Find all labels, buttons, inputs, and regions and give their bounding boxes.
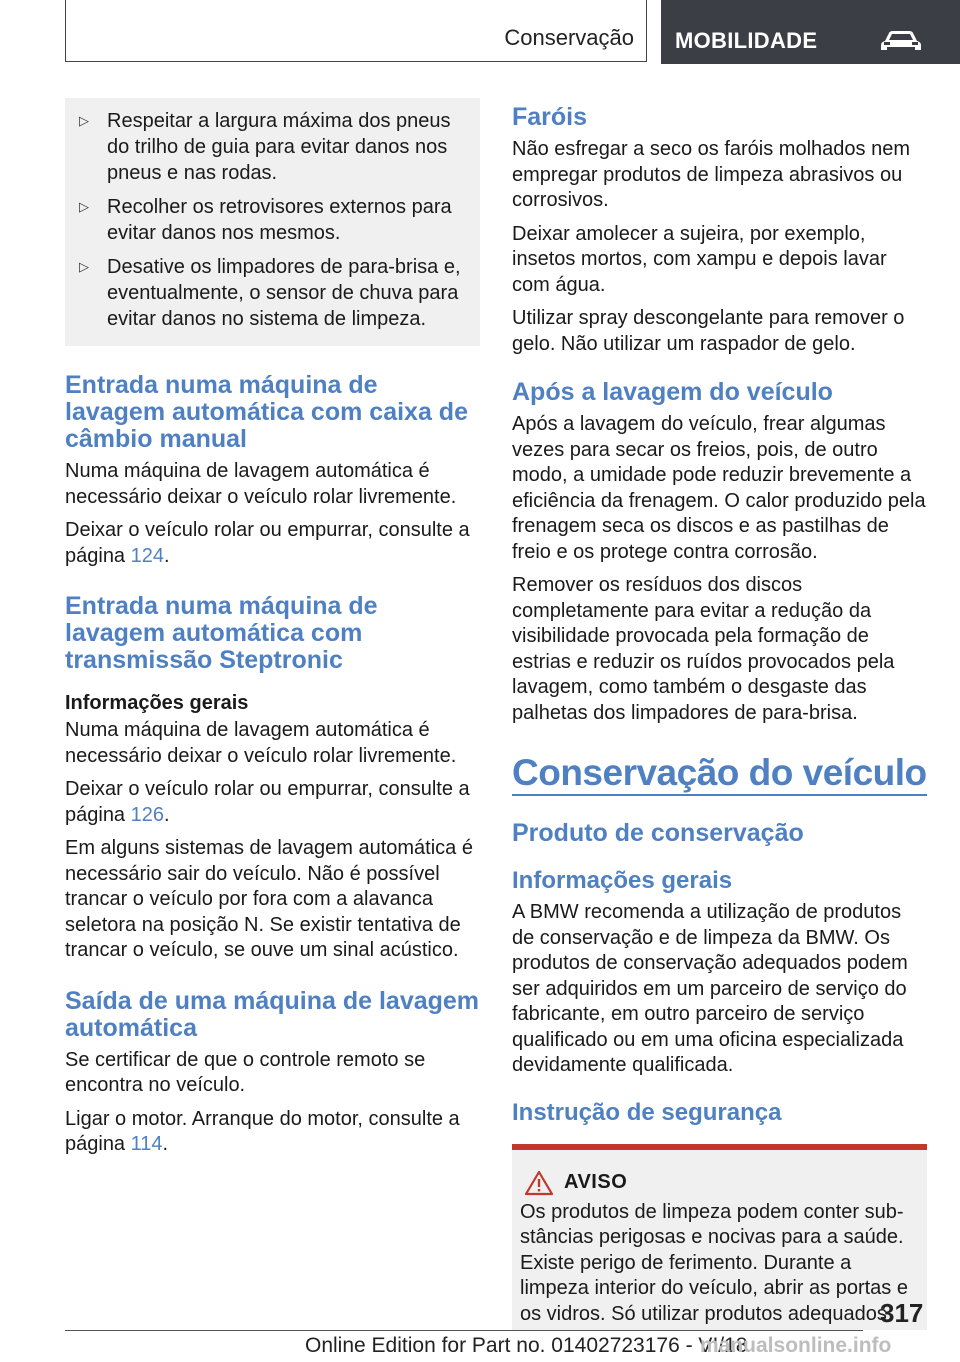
warning-triangle-icon [524, 1170, 554, 1196]
subheading-info: Informações gerais [65, 692, 249, 714]
paragraph: Remover os resíduos dos discos completamente para evitar a redução da visibilidade provocada pela formação de estrias e reduzir os ruídos provocados pela lavagem, como também o desgaste das palhetas dos limpadores de para-brisa. [512, 574, 895, 724]
chapter-title: MOBILIDADE [675, 28, 818, 53]
paragraph: Se certificar de que o controle remoto se encontra no veículo. [65, 1048, 426, 1096]
page-number: 317 [880, 1298, 924, 1328]
heading-apos: Após a lavagem do veículo [512, 378, 833, 406]
warning-header [520, 1170, 919, 1196]
paragraph: A BMW recomenda a utilização de produtos de conservação e de limpeza da BMW. Os produtos de conservação adequados podem ser adquiridos em um parceiro de serviço do fabricante, em outro parceiro de serviço qualificado ou em uma oficina especializada devidamente qualificada. [512, 901, 908, 1076]
paragraph: Em alguns sistemas de lavagem automática é necessário sair do veículo. Não é possível trancar o veículo por fora com a alavanca seletora na posição N. Se existir tentativa de trancar o veículo, se ouve um sinal acústico. [65, 837, 473, 961]
list-item: ▷ Desative os limpadores de para-brisa e, eventualmente, o sensor de chuva para evitar danos no sistema de limpeza. [79, 256, 461, 330]
watermark: manualsonline.info [700, 1334, 892, 1357]
paragraph: Após a lavagem do veículo, frear algumas vezes para secar os freios, pois, de outro modo, a umidade pode reduzir brevemente a eficiência da frenagem. O calor produzido pela frenagem seca os discos e as pastilhas de freio e os protege contra corrosão. [512, 413, 926, 563]
heading-exit: Saída de uma máquina de lavagem automática [65, 986, 480, 1042]
warning-title: AVISO [564, 1171, 628, 1193]
section-tab [65, 0, 647, 62]
warning-text: Os produtos de limpeza podem conter substâncias perigosas e nocivas para a saúde. Existe perigo de ferimento. Durante a limpeza interior do veículo, abrir as portas e os vidros. Só utilizar produtos adequados [520, 1200, 908, 1325]
footer-rule [65, 1330, 863, 1331]
heading-info: Informações gerais [512, 867, 733, 894]
left-column [65, 98, 480, 1166]
tips-box [65, 98, 480, 346]
warning-box [512, 1144, 927, 1330]
page-header [65, 0, 960, 64]
heading-rule [512, 794, 927, 796]
section-title: Conservação [504, 25, 634, 50]
paragraph: Utilizar spray descongelante para remover o gelo. Não utilizar um raspador de gelo. [512, 307, 905, 355]
chapter-heading: Conservação do veículo [512, 752, 927, 793]
edition-text: Online Edition for Part no. 01402723176 - VI/18 [305, 1334, 748, 1357]
paragraph: Deixar amolecer a sujeira, por exemplo, insetos mortos, com xampu e depois lavar com água. [512, 222, 887, 296]
page-link[interactable]: 114 [130, 1133, 163, 1155]
paragraph: Deixar o veículo rolar ou empurrar, consulte a página 124. [65, 519, 470, 567]
chapter-tab [661, 0, 960, 64]
paragraph: Numa máquina de lavagem automática é necessário deixar o veículo rolar livremente. [65, 719, 457, 767]
triangle-bullet-icon: ▷ [79, 113, 89, 128]
heading-steptronic: Entrada numa máquina de lavagem automática com transmissão Steptronic [65, 592, 378, 674]
heading-produto: Produto de conservação [512, 819, 804, 847]
page-link[interactable]: 124 [130, 544, 164, 567]
heading-seguranca: Instrução de segurança [512, 1098, 782, 1126]
paragraph: Numa máquina de lavagem automática é necessário deixar o veículo rolar livremente. [65, 460, 457, 508]
paragraph: Deixar o veículo rolar ou empurrar, consulte a página 126. [65, 778, 470, 826]
right-column [512, 98, 927, 1330]
heading-farois: Faróis [512, 103, 588, 131]
list-item: ▷ Recolher os retrovisores externos para evitar danos nos mesmos. [79, 196, 452, 244]
triangle-bullet-icon: ▷ [79, 259, 89, 274]
page-link[interactable]: 126 [130, 803, 164, 826]
list-item: ▷ Respeitar a largura máxima dos pneus do trilho de guia para evitar danos nos pneus e nas rodas. [79, 110, 451, 184]
paragraph: Ligar o motor. Arranque do motor, consulte a página 114. [65, 1107, 460, 1155]
car-icon [879, 28, 923, 54]
triangle-bullet-icon: ▷ [79, 199, 89, 214]
paragraph: Não esfregar a seco os faróis molhados nem empregar produtos de limpeza abrasivos ou corrosivos. [512, 138, 910, 211]
heading-manual: Entrada numa máquina de lavagem automática com caixa de câmbio manual [65, 371, 468, 453]
